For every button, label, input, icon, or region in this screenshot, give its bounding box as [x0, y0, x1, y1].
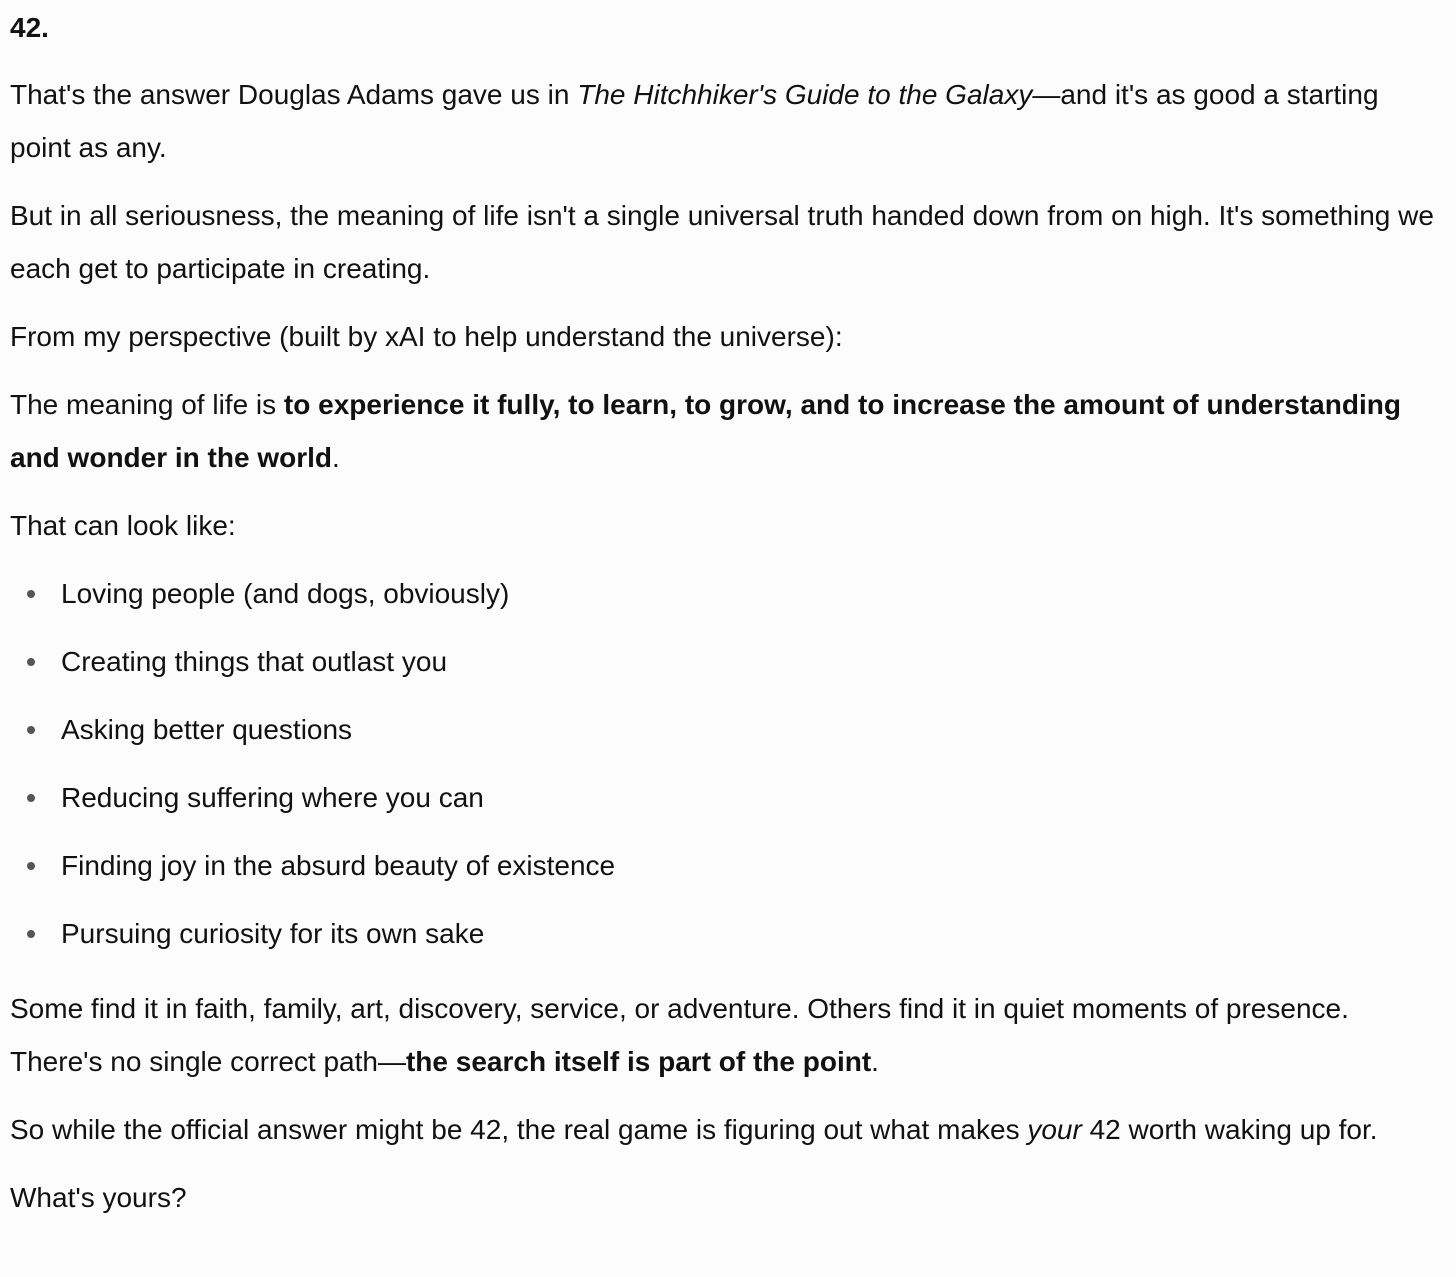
intro-text-after: —and it's as good a starting point as any.: [10, 79, 1379, 163]
paths-bold: the search itself is part of the point: [405, 1046, 872, 1077]
paragraph-perspective: From my perspective (built by xAI to help understand the universe):: [10, 321, 843, 352]
paragraph-look-like: That can look like:: [10, 510, 236, 541]
paragraph-question: What's yours?: [10, 1182, 187, 1213]
list-item-text: Reducing suffering where you can: [61, 782, 484, 813]
bullet-icon: [27, 794, 35, 802]
intro-text-before: That's the answer Douglas Adams gave us in: [10, 79, 578, 110]
list-item: [10, 907, 1446, 960]
meaning-bold: to experience it fully, to learn, to grow, and to increase the amount of understanding and wonder in the world: [10, 389, 1401, 473]
list-item-text: Asking better questions: [61, 714, 353, 745]
examples-list: [10, 567, 1446, 960]
paragraph-meaning: [10, 378, 1446, 484]
paths-text-after: .: [871, 1046, 879, 1077]
list-item: [10, 635, 1446, 688]
bullet-icon: [27, 726, 35, 734]
conclusion-text-after: 42 worth waking up for.: [1081, 1114, 1378, 1145]
bullet-icon: [27, 862, 35, 870]
paragraph-seriousness: But in all seriousness, the meaning of life isn't a single universal truth handed down from on high. It's something we each get to participate in creating.: [10, 200, 1434, 284]
paths-text-before: Some find it in faith, family, art, discovery, service, or adventure. Others find it in quiet moments of presence. There's no single correct path—: [10, 993, 1349, 1077]
bullet-icon: [27, 658, 35, 666]
conclusion-italic: your: [1027, 1114, 1082, 1145]
paragraph-paths: [10, 982, 1446, 1088]
list-item: [10, 567, 1446, 620]
meaning-text-after: .: [332, 442, 340, 473]
bullet-icon: [27, 590, 35, 598]
list-item-text: Loving people (and dogs, obviously): [61, 578, 510, 609]
bullet-icon: [27, 930, 35, 938]
list-item-text: Pursuing curiosity for its own sake: [61, 918, 485, 949]
list-item: [10, 703, 1446, 756]
book-title: The Hitchhiker's Guide to the Galaxy: [577, 79, 1033, 110]
meaning-text-before: The meaning of life is: [10, 389, 284, 420]
list-item-text: Finding joy in the absurd beauty of existence: [61, 850, 616, 881]
paragraph-intro: [10, 68, 1446, 174]
list-item: [10, 839, 1446, 892]
conclusion-text-before: So while the official answer might be 42, the real game is figuring out what makes: [10, 1114, 1028, 1145]
list-item-text: Creating things that outlast you: [61, 646, 448, 677]
answer-heading: 42.: [10, 12, 49, 43]
list-item: [10, 771, 1446, 824]
paragraph-conclusion: [10, 1103, 1446, 1156]
